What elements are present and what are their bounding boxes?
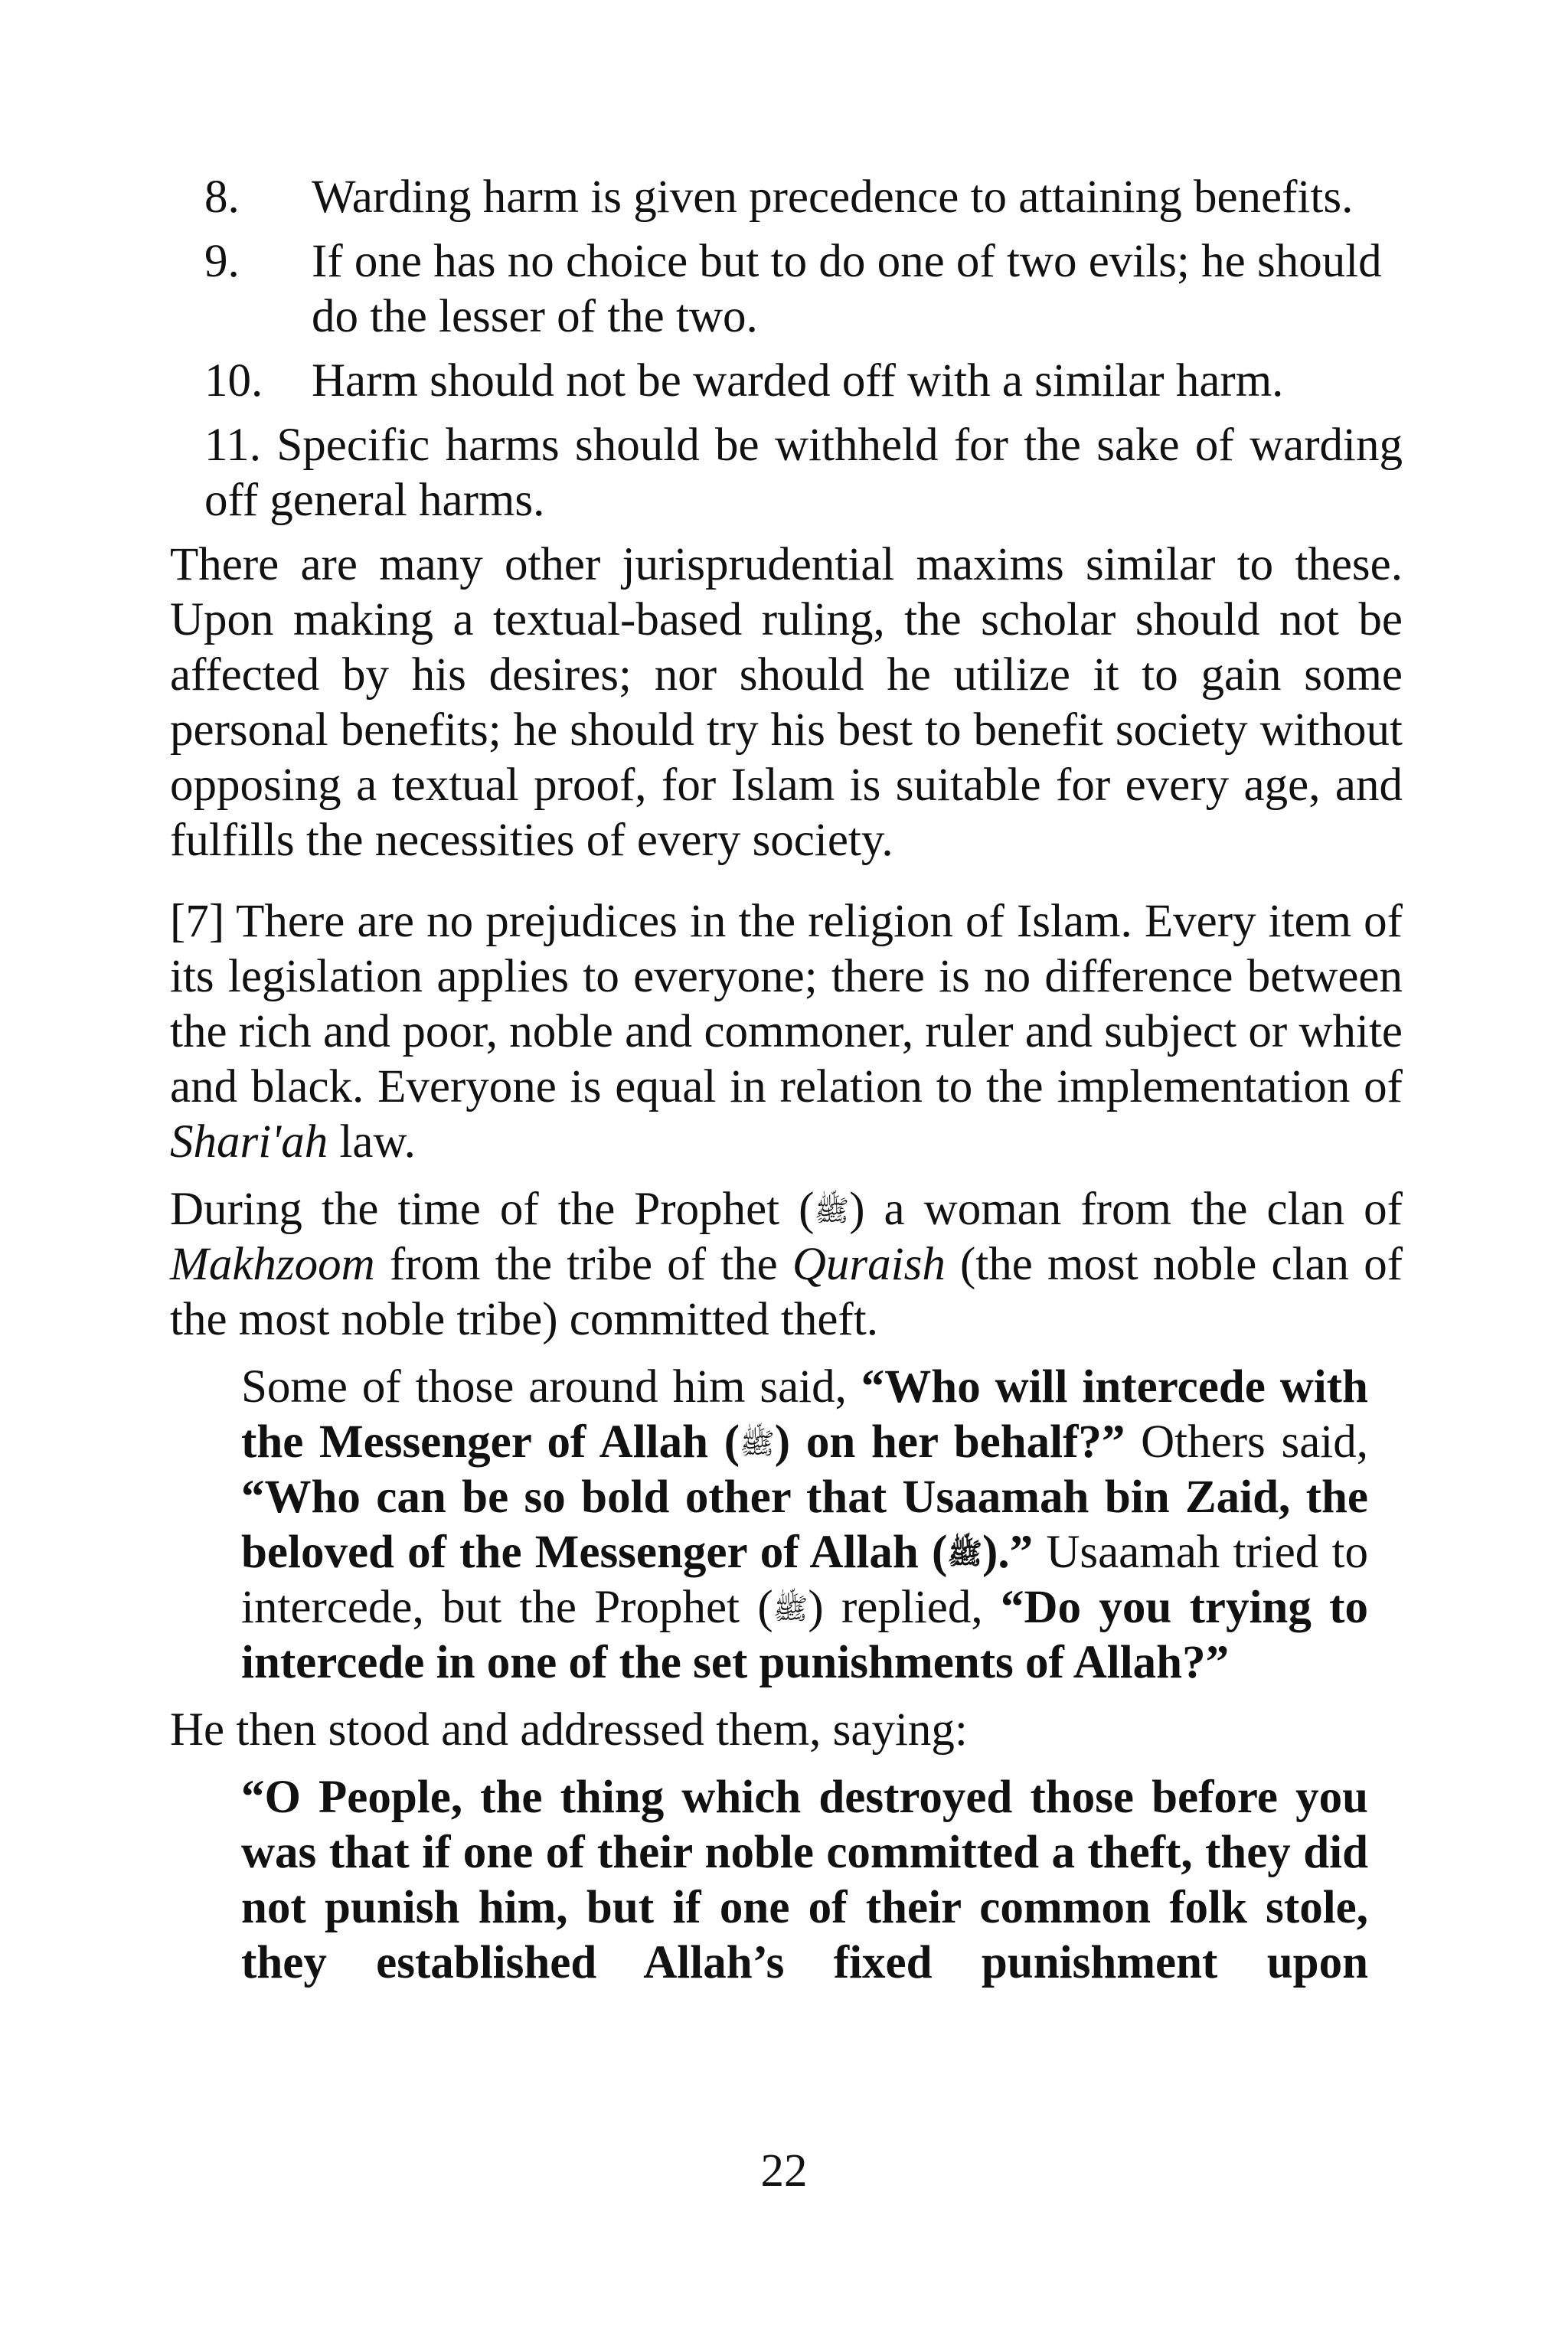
list-text: Specific harms should be withheld for the sake of warding off general harms. xyxy=(204,420,1403,526)
list-text: If one has no choice but to do one of two evils; he should do the lesser of the two. xyxy=(312,236,1382,342)
list-text: Warding harm is given precedence to attaining benefits. xyxy=(312,172,1354,223)
list-number: 11. xyxy=(204,420,261,471)
term-shariah: Shari'ah xyxy=(170,1116,328,1168)
list-item xyxy=(170,354,1403,409)
quote-bold: ) on her behalf?” xyxy=(774,1416,1125,1468)
term-makhzoom: Makhzoom xyxy=(170,1239,375,1290)
salawat-icon: ﷺ xyxy=(814,1194,850,1228)
salawat-icon: ﷺ xyxy=(947,1537,982,1571)
block-quote-intercession xyxy=(241,1360,1368,1690)
list-text: Harm should not be warded off with a similar harm. xyxy=(312,355,1284,407)
list-item xyxy=(170,170,1403,225)
list-item xyxy=(170,234,1403,345)
quote-text: Others said, xyxy=(1125,1416,1369,1468)
paragraph-text: ) a woman from the clan of xyxy=(849,1184,1403,1235)
salawat-icon: ﷺ xyxy=(740,1426,775,1461)
quote-bold: “Who can be so bold other that Usaamah bin Zaid, the beloved of the Messenger of Allah ( xyxy=(241,1472,1368,1578)
paragraph-no-prejudice xyxy=(170,894,1403,1170)
paragraph-text: (the most noble clan of the most noble tribe) committed theft. xyxy=(170,1239,1403,1345)
block-quote-speech xyxy=(241,1770,1368,1991)
list-number: 9. xyxy=(204,236,240,287)
quote-bold: “Who will intercede with the Messenger of Allah ( xyxy=(241,1361,1368,1468)
salawat-icon: ﷺ xyxy=(773,1592,808,1626)
quote-bold: “Do you trying to intercede in one of the set punishments of Allah?” xyxy=(241,1582,1368,1688)
paragraph-text: [7] There are no prejudices in the religion of Islam. Every item of its legislation applies to everyone; there is no difference between the rich and poor, noble and commoner, ruler and subject or white and black. Everyone is equal in relation to the implementation of xyxy=(170,896,1403,1112)
paragraph-maxims: There are many other jurisprudential maxims similar to these. Upon making a textual-based ruling, the scholar should not be affected by his desires; nor should he utilize it to gain some personal benefits; he should try his best to benefit society without opposing a textual proof, for Islam is suitable for every age, and fulfills the necessities of every society. xyxy=(170,539,1403,866)
term-quraish: Quraish xyxy=(792,1239,946,1290)
list-number: 10. xyxy=(204,355,263,407)
quote-text: Some of those around him said, xyxy=(241,1361,861,1413)
paragraph-text: During the time of the Prophet ( xyxy=(170,1184,815,1235)
quote-bold: “O People, the thing which destroyed those before you was that if one of their noble committed a theft, they did not punish him, but if one of their common folk stole, they established Allah’s fixed punishment upon xyxy=(241,1772,1368,1988)
quote-bold: ).” xyxy=(982,1527,1034,1578)
paragraph-theft-story xyxy=(170,1182,1403,1348)
quote-text: ) replied, xyxy=(808,1582,1001,1633)
page-body xyxy=(170,170,1403,2003)
list-number: 8. xyxy=(204,172,240,223)
quote-text: Usaamah tried to intercede, but the Prophet ( xyxy=(241,1527,1368,1633)
paragraph-address: He then stood and addressed them, saying: xyxy=(170,1704,968,1756)
page-number: 22 xyxy=(760,2145,808,2197)
paragraph-text: law. xyxy=(328,1116,416,1168)
list-item xyxy=(170,418,1403,528)
paragraph-text: from the tribe of the xyxy=(374,1239,792,1290)
